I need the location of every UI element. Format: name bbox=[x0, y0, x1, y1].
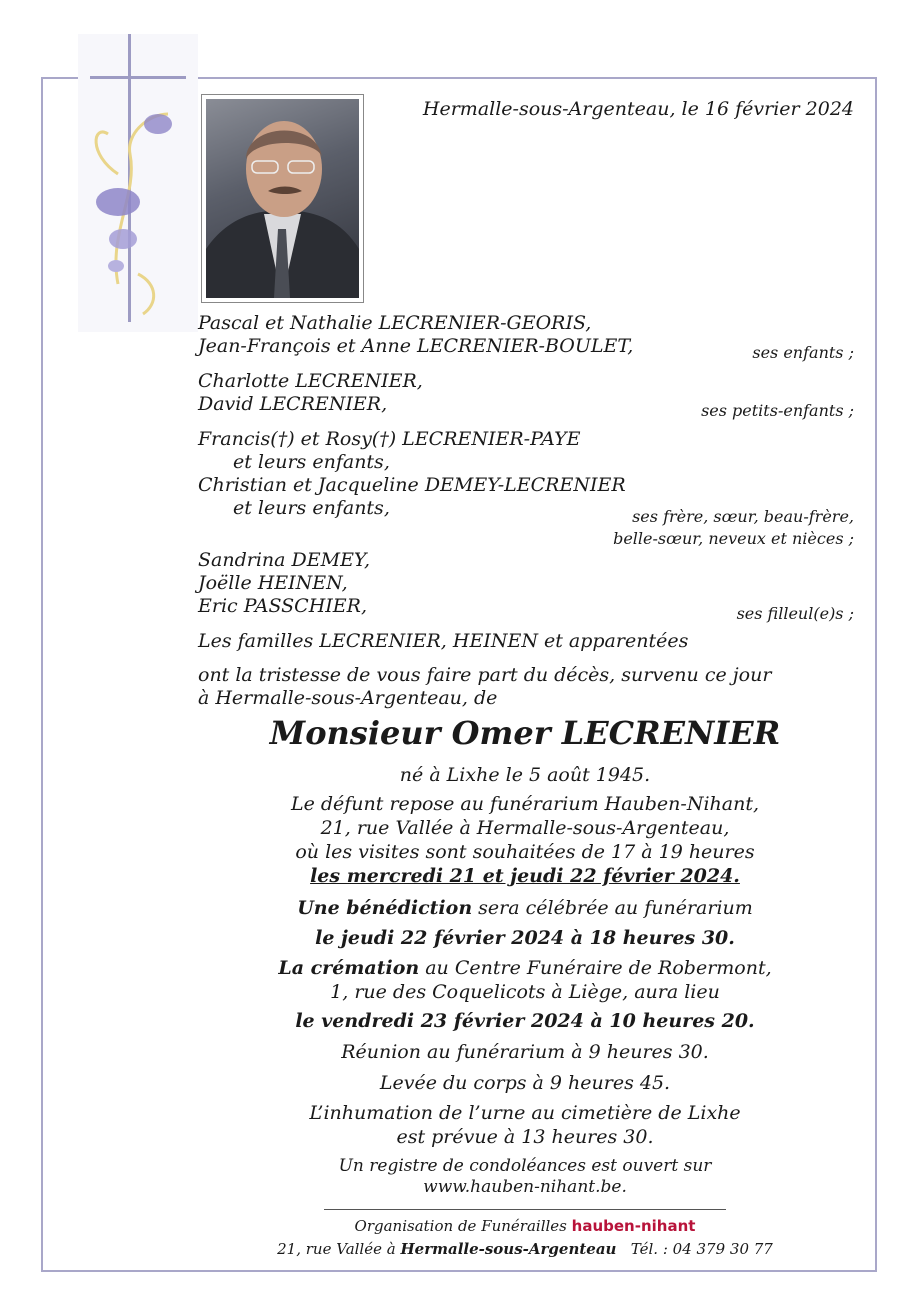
rest-line: Le défunt repose au funérarium Hauben-Nihant, bbox=[290, 793, 760, 815]
cremation-address: 1, rue des Coquelicots à Liège, aura lieu bbox=[330, 981, 720, 1003]
footer-city: Hermalle-sous-Argenteau bbox=[400, 1240, 617, 1258]
cross-flower-decoration bbox=[78, 34, 198, 332]
cross-horizontal bbox=[90, 76, 186, 79]
children-relation: ses enfants ; bbox=[752, 343, 854, 362]
birth-line: né à Lixhe le 5 août 1945. bbox=[399, 764, 651, 786]
urn-details bbox=[200, 1101, 850, 1149]
godchild-name: Eric PASSCHIER, bbox=[198, 595, 367, 617]
rest-line: 21, rue Vallée à Hermalle-sous-Argenteau, bbox=[320, 817, 730, 839]
blessing bbox=[200, 896, 850, 920]
sibling-note: et leurs enfants, bbox=[233, 497, 390, 519]
deceased-name: Monsieur Omer LECRENIER bbox=[269, 714, 781, 752]
levee-line: Levée du corps à 9 heures 45. bbox=[379, 1072, 671, 1094]
blessing-date: le jeudi 22 février 2024 à 18 heures 30. bbox=[315, 927, 735, 949]
blessing-text: sera célébrée au funérarium bbox=[472, 897, 753, 919]
families-line: Les familles LECRENIER, HEINEN et apparentées bbox=[198, 630, 689, 652]
footer-phone: Tél. : 04 379 30 77 bbox=[630, 1240, 773, 1258]
godchild-name: Joëlle HEINEN, bbox=[198, 572, 348, 594]
cremation bbox=[200, 956, 850, 1004]
footer-divider bbox=[324, 1209, 726, 1210]
announcement-line: ont la tristesse de vous faire part du décès, survenu ce jour bbox=[198, 664, 772, 686]
godchild-name: Sandrina DEMEY, bbox=[198, 549, 371, 571]
child-name: Jean-François et Anne LECRENIER-BOULET, bbox=[198, 335, 634, 357]
rest-line: où les visites sont souhaitées de 17 à 19 heures bbox=[295, 841, 755, 863]
grandchild-name: Charlotte LECRENIER, bbox=[198, 370, 423, 392]
date-line: Hermalle-sous-Argenteau, le 16 février 2024 bbox=[422, 98, 854, 120]
register-line: Un registre de condoléances est ouvert sur bbox=[338, 1156, 712, 1176]
footer-org-label: Organisation de Funérailles bbox=[354, 1217, 567, 1235]
grandchildren-relation: ses petits-enfants ; bbox=[701, 401, 854, 420]
godchildren-relation: ses filleul(e)s ; bbox=[736, 604, 854, 623]
sibling-note: et leurs enfants, bbox=[233, 451, 390, 473]
cremation-title: La crémation bbox=[278, 957, 420, 979]
child-name: Pascal et Nathalie LECRENIER-GEORIS, bbox=[198, 312, 592, 334]
cremation-text: au Centre Funéraire de Robermont, bbox=[419, 957, 772, 979]
children-names bbox=[198, 312, 633, 358]
announcement bbox=[198, 664, 771, 710]
footer-street: 21, rue Vallée à bbox=[277, 1240, 396, 1258]
visit-dates: les mercredi 21 et jeudi 22 février 2024. bbox=[310, 865, 740, 887]
register-info bbox=[200, 1156, 850, 1198]
meeting-line: Réunion au funérarium à 9 heures 30. bbox=[341, 1041, 709, 1063]
siblings-relation-line: belle-sœur, neveux et nièces ; bbox=[613, 529, 854, 548]
siblings-relation bbox=[613, 506, 854, 550]
footer-org bbox=[200, 1217, 850, 1235]
blessing-title: Une bénédiction bbox=[297, 897, 473, 919]
deceased-photo bbox=[201, 94, 364, 303]
urn-line: est prévue à 13 heures 30. bbox=[396, 1126, 654, 1148]
urn-line: L’inhumation de l’urne au cimetière de Lixhe bbox=[309, 1102, 741, 1124]
siblings-names bbox=[198, 428, 626, 520]
sibling-name: Christian et Jacqueline DEMEY-LECRENIER bbox=[198, 474, 626, 496]
sibling-name: Francis(†) et Rosy(†) LECRENIER-PAYE bbox=[198, 428, 581, 450]
register-website: www.hauben-nihant.be. bbox=[423, 1177, 627, 1197]
godchildren-names bbox=[198, 549, 370, 618]
footer-address bbox=[200, 1240, 850, 1258]
siblings-relation-line: ses frère, sœur, beau-frère, bbox=[632, 507, 854, 526]
grandchild-name: David LECRENIER, bbox=[198, 393, 388, 415]
cremation-date: le vendredi 23 février 2024 à 10 heures 20. bbox=[295, 1010, 755, 1032]
rest-details bbox=[200, 792, 850, 888]
grandchildren-names bbox=[198, 370, 423, 416]
brand-logo: hauben-nihant bbox=[571, 1217, 696, 1235]
announcement-line: à Hermalle-sous-Argenteau, de bbox=[198, 687, 498, 709]
